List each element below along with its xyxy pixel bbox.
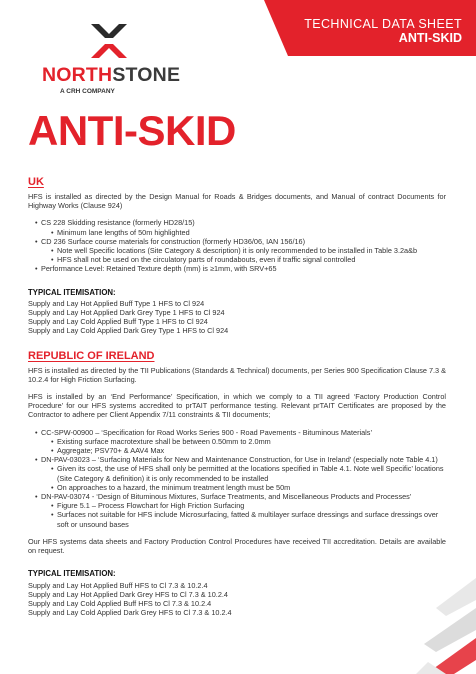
logo-wordmark-stone: STONE (112, 64, 181, 86)
doc-product-label: ANTI-SKID (398, 31, 462, 45)
roi-itemisation-line: Supply and Lay Hot Applied Dark Grey HFS to Cl 7.3 & 10.2.4 (28, 589, 228, 599)
roi-itemisation-line: Supply and Lay Cold Applied Dark Grey HFS to Cl 7.3 & 10.2.4 (28, 608, 232, 618)
uk-bullet (35, 264, 446, 273)
roi-itemisation-line: Supply and Lay Cold Applied Buff HFS to Cl 7.3 & 10.2.4 (28, 598, 212, 608)
uk-bullet-text: CS 228 Skidding resistance (formerly HD28/15) (41, 218, 195, 228)
uk-sub-list (41, 246, 446, 264)
uk-heading: UK (28, 176, 44, 188)
roi-bullet (35, 455, 446, 492)
uk-intro: HFS is installed as directed by the Design Manual for Roads & Bridges documents, and Manual of contract Documents for Highway Works (Clause 924) (28, 192, 446, 211)
roi-sub-bullet: • Aggregate; PSV70+ & AAV4 Max (51, 446, 446, 455)
roi-sub-bullet: • Figure 5.1 – Process Flowchart for High Friction Surfacing (51, 501, 446, 510)
roi-bullet (35, 492, 446, 529)
roi-sub-bullet: • Surfaces not suitable for HFS include Microsurfacing, fatted & multilayer surface dressings and surface dressings over soft or unsound bases (51, 510, 446, 528)
roi-bullet (35, 428, 446, 456)
roi-sub-bullet: • On approaches to a hazard, the minimum treatment length must be 50m (51, 483, 446, 492)
roi-intro-2: HFS is installed by an ‘End Performance’ Specification, in which we comply to a TII agreed ‘Factory Production Control Procedure’ for our HFS systems accredited to prTAIT performance testing. Relevant prTAIT Certificates are proposed by the Contractor to adhere per Client Appendix 7/11 constraints & TII documents; (28, 392, 446, 420)
roi-sub-list (41, 437, 446, 455)
uk-sub-bullet: • Note well Specific locations (Site Category & description) it is only recommended to be installed in Table 3.2a&b (51, 246, 446, 255)
uk-sub-bullet: • Minimum lane lengths of 50m highlighted (51, 228, 446, 237)
roi-closing: Our HFS systems data sheets and Factory Production Control Procedures have received TII accreditation. Details are available on request. (28, 536, 446, 556)
roi-sub-list (41, 464, 446, 492)
uk-bullet-text: CD 236 Surface course materials for construction (formerly HD36/06, IAN 156/16) (41, 236, 306, 246)
roi-itemisation-heading: TYPICAL ITEMISATION: (28, 569, 116, 579)
roi-sub-list (41, 501, 446, 529)
northstone-chevron-icon (89, 22, 129, 60)
document-body (28, 176, 446, 617)
roi-intro-1: HFS is installed as directed by the TII Publications (Standards & Technical) documents, per Series 900 Specification Clause 7.3 & 10.2.4 for High Friction Surfacing. (28, 365, 446, 384)
header-banner (264, 0, 476, 56)
uk-sub-bullet: • HFS shall not be used on the circulatory parts of roundabouts, even if traffic signal controlled (51, 255, 446, 264)
uk-bullet-text: Performance Level: Retained Texture depth (mm) is ≥1mm, with SRV+65 (41, 264, 277, 274)
logo-wordmark (42, 64, 180, 87)
roi-itemisation-line: Supply and Lay Hot Applied Buff HFS to Cl 7.3 & 10.2.4 (28, 580, 208, 590)
logo-wordmark-north: NORTH (42, 64, 113, 86)
uk-bullet (35, 237, 446, 265)
roi-bullet-text: DN-PAV-03074 - ‘Design of Bituminous Mixtures, Surface Treatments, and Miscellaneous Products and Processes’ (41, 492, 412, 502)
uk-itemisation-line: Supply and Lay Hot Applied Buff Type 1 HFS to Cl 924 (28, 298, 205, 308)
uk-bullet (35, 218, 446, 236)
roi-bullet-text: DN-PAV-03023 – ‘Surfacing Materials for New and Maintenance Construction, for Use in Ireland’ (especially note Table 4.1) (41, 455, 438, 465)
uk-bullet-list (28, 218, 446, 273)
uk-sub-list (41, 228, 446, 237)
logo-tagline: A CRH COMPANY (60, 88, 115, 95)
uk-itemisation-line: Supply and Lay Hot Applied Dark Grey Type 1 HFS to Cl 924 (28, 308, 225, 318)
roi-bullet-text: CC-SPW-00900 – ‘Specification for Road Works Series 900 - Road Pavements - Bituminous Materials’ (41, 427, 373, 437)
doc-type-label: TECHNICAL DATA SHEET (304, 17, 462, 31)
uk-itemisation-line: Supply and Lay Cold Applied Dark Grey Type 1 HFS to Cl 924 (28, 326, 229, 336)
roi-sub-bullet: • Existing surface macrotexture shall be between 0.50mm to 2.0mm (51, 437, 446, 446)
header-text (304, 17, 462, 46)
uk-itemisation-heading: TYPICAL ITEMISATION: (28, 287, 116, 297)
roi-heading: REPUBLIC OF IRELAND (28, 349, 155, 362)
page-title: ANTI-SKID (28, 107, 236, 154)
roi-sub-bullet: • Given its cost, the use of HFS shall only be permitted at the locations specified in Table 4.1. Note well Specific’ locations (Site Category & definition) it is only recommended to be installed (51, 464, 446, 482)
uk-itemisation-line: Supply and Lay Cold Applied Buff Type 1 HFS to Cl 924 (28, 317, 208, 327)
roi-bullet-list (28, 428, 446, 529)
decorative-chevron-graphic (376, 578, 476, 674)
